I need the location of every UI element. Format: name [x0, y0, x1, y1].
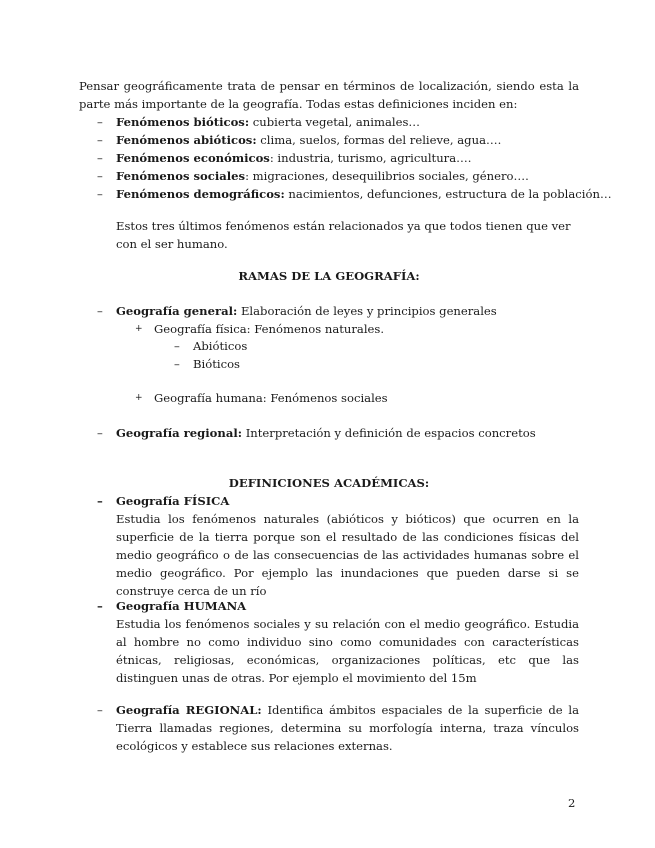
sub-item-text: Bióticos	[193, 357, 240, 371]
list-item	[97, 424, 536, 442]
ramas-heading: RAMAS DE LA GEOGRAFÍA:	[238, 269, 420, 283]
phenomenon-text: clima, suelos, formas del relieve, agua….	[256, 133, 502, 147]
dash-bullet: –	[97, 304, 103, 318]
note-paragraph: Estos tres últimos fenómenos están relacionados ya que todos tienen que ver con el ser humano.	[116, 219, 571, 251]
list-item	[97, 149, 472, 167]
list-item	[174, 337, 248, 355]
definition-title: Geografía HUMANA	[116, 599, 247, 613]
phenomenon-text: : industria, turismo, agricultura….	[269, 151, 472, 165]
phenomenon-label: Fenómenos demográficos:	[116, 187, 285, 201]
phenomenon-label: Fenómenos sociales	[116, 169, 246, 183]
definiciones-heading: DEFINICIONES ACADÉMICAS:	[228, 476, 430, 490]
branch-text: Elaboración de leyes y principios generales	[237, 304, 497, 318]
dash-bullet: –	[97, 115, 103, 129]
branch-text: Geografía física: Fenómenos naturales.	[154, 322, 385, 336]
branch-text: Interpretación y definición de espacios concretos	[242, 426, 536, 440]
dash-bullet: –	[97, 133, 103, 147]
list-item	[97, 113, 420, 131]
list-item	[97, 185, 612, 203]
dash-bullet: –	[97, 187, 103, 201]
branch-text: Geografía humana: Fenómenos sociales	[154, 391, 388, 405]
phenomenon-text: nacimientos, defunciones, estructura de la población…	[284, 187, 612, 201]
list-item	[97, 131, 502, 149]
dash-bullet: –	[97, 151, 103, 165]
plus-bullet: +	[135, 324, 143, 334]
dash-bullet: –	[174, 357, 180, 371]
dash-bullet: –	[97, 703, 103, 717]
phenomenon-label: Fenómenos bióticos:	[116, 115, 250, 129]
definition-text: Estudia los fenómenos sociales y su relación con el medio geográfico. Estudia al hombre no como individuo sino como comunidades con características étnicas, religiosas, económicas, organizaciones políticas, etc que las distinguen unas de otras. Por ejemplo el movimiento del 15m	[116, 617, 579, 685]
definition-title: Geografía REGIONAL:	[116, 703, 262, 717]
sub-item-text: Abióticos	[193, 339, 248, 353]
page-number: 2	[568, 796, 576, 810]
phenomenon-text: cubierta vegetal, animales…	[249, 115, 420, 129]
dash-bullet: –	[97, 599, 103, 613]
dash-bullet: –	[174, 339, 180, 353]
list-item	[174, 355, 240, 373]
dash-bullet: –	[97, 426, 103, 440]
phenomenon-text: : migraciones, desequilibrios sociales, género….	[245, 169, 529, 183]
definition-dash	[97, 701, 103, 719]
definition-title-row	[97, 597, 247, 615]
phenomenon-label: Fenómenos abióticos:	[116, 133, 257, 147]
list-item	[97, 302, 497, 320]
branch-label: Geografía general:	[116, 304, 238, 318]
branch-label: Geografía regional:	[116, 426, 243, 440]
plus-bullet: +	[135, 393, 143, 403]
intro-paragraph: Pensar geográficamente trata de pensar en términos de localización, siendo esta la parte más importante de la geografía. Todas estas definiciones inciden en:	[79, 79, 579, 111]
phenomenon-label: Fenómenos económicos	[116, 151, 270, 165]
definition-text: Estudia los fenómenos naturales (abióticos y bióticos) que ocurren en la superficie de la tierra porque son el resultado de las condiciones físicas del medio geográfico o de las consecuencias de las actividades humanas sobre el medio geográfico. Por ejemplo las inundaciones que pueden darse si se construye cerca de un río	[116, 512, 579, 598]
definition-title: Geografía FÍSICA	[116, 494, 230, 508]
dash-bullet: –	[97, 169, 103, 183]
dash-bullet: –	[97, 494, 103, 508]
definition-text	[116, 701, 579, 755]
definition-body: Identifica ámbitos espaciales de la superficie de la Tierra llamadas regiones, determina su morfología interna, traza vínculos ecológicos y establece sus relaciones externas.	[116, 703, 579, 753]
list-item	[97, 167, 529, 185]
definition-title-row	[97, 492, 230, 510]
